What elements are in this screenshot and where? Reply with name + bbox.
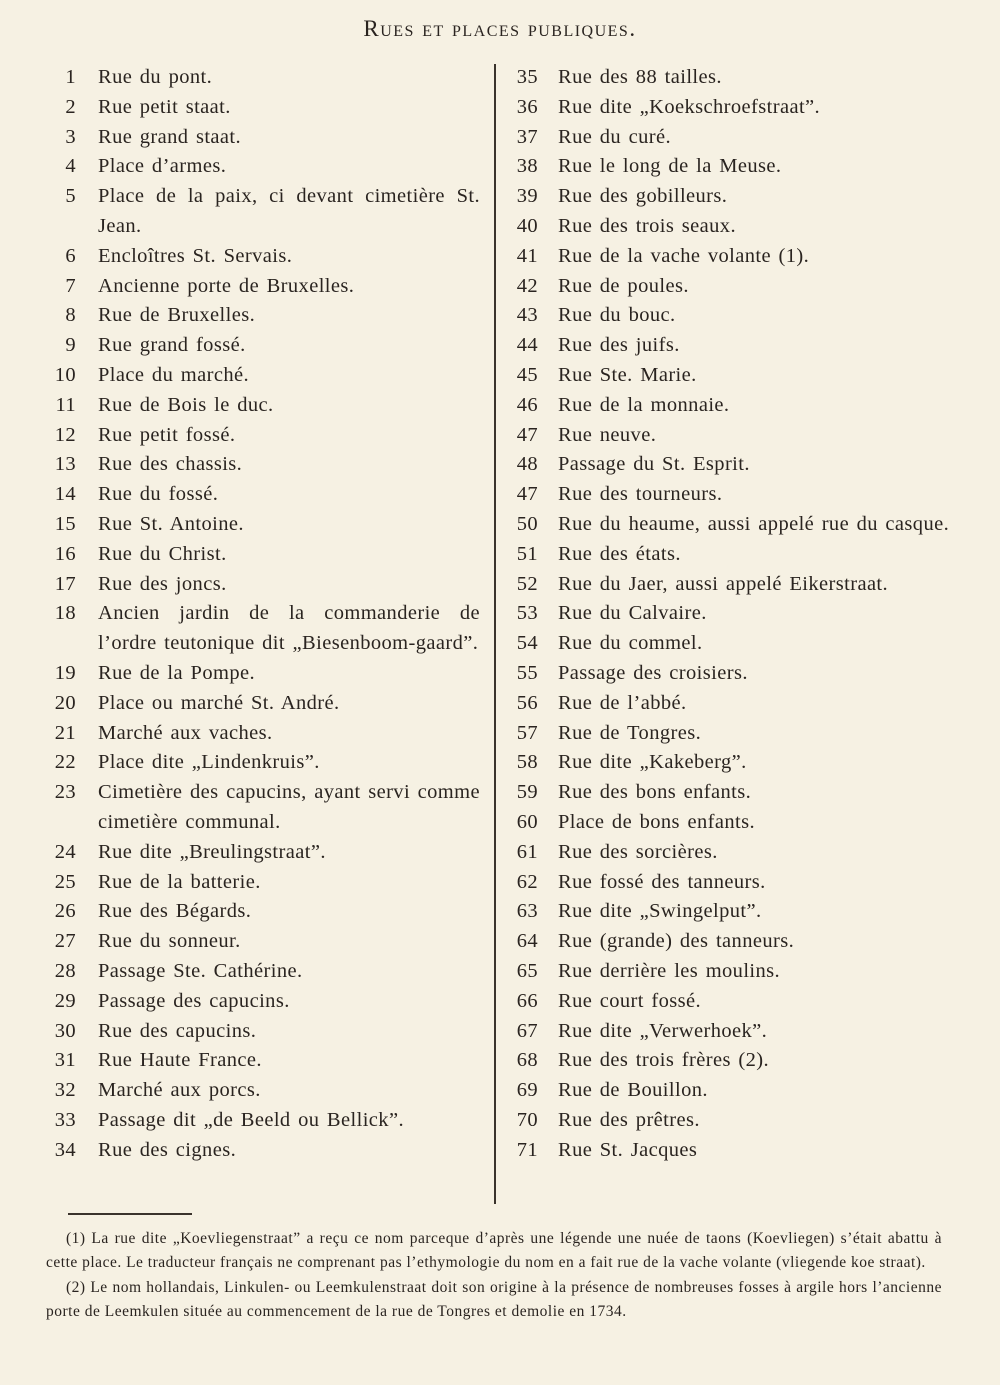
entry-number: 7 — [65, 274, 76, 297]
entry-name: Rue du Calvaire. — [558, 602, 707, 625]
entry-name: Rue des 88 tailles. — [558, 66, 722, 88]
entry-number: 37 — [516, 125, 538, 148]
entry-number: 14 — [54, 483, 76, 506]
street-entry — [40, 361, 480, 391]
entry-number: 57 — [516, 721, 538, 744]
entry-number: 33 — [54, 1108, 76, 1131]
entry-number: 23 — [54, 781, 76, 804]
street-entry — [40, 897, 480, 927]
entry-name: Passage des capucins. — [98, 989, 290, 1012]
entry-name: Rue des joncs. — [98, 572, 227, 595]
entry-name: Rue des prêtres. — [558, 1108, 700, 1131]
entry-number: 25 — [54, 870, 76, 893]
entry-name: Rue des sorcières. — [558, 840, 718, 863]
entry-number: 50 — [516, 512, 538, 535]
street-entry — [40, 242, 480, 272]
entry-name: Rue de Tongres. — [558, 721, 702, 744]
entry-number: 67 — [516, 1019, 538, 1042]
street-entry — [40, 838, 480, 868]
entry-name: Rue dite „Verwerhoek”. — [558, 1019, 768, 1042]
street-entry — [508, 391, 953, 421]
street-entry — [40, 719, 480, 749]
street-entry — [40, 391, 480, 421]
entry-number: 65 — [516, 959, 538, 982]
footnotes — [46, 1227, 942, 1325]
entry-number: 47 — [516, 423, 538, 446]
entry-name: Rue du bouc. — [558, 304, 676, 327]
entry-number: 40 — [516, 214, 538, 237]
street-entry — [508, 152, 953, 182]
street-entry — [508, 719, 953, 749]
entry-name: Ancien jardin de la commanderie de l’ordre teutonique dit „Biesenboom-gaard”. — [98, 602, 480, 655]
entry-number: 1 — [65, 66, 76, 88]
street-entry — [40, 987, 480, 1017]
entry-number: 20 — [54, 691, 76, 714]
entry-name: Marché aux vaches. — [98, 721, 273, 744]
entry-name: Rue de Bruxelles. — [98, 304, 256, 327]
street-entry — [40, 1136, 480, 1166]
street-entry — [40, 1076, 480, 1106]
street-entry — [508, 242, 953, 272]
entry-name: Rue des cignes. — [98, 1138, 237, 1161]
street-entry — [508, 570, 953, 600]
entry-name: Rue des capucins. — [98, 1019, 257, 1042]
street-entry — [508, 838, 953, 868]
street-entry — [508, 1046, 953, 1076]
street-entry — [508, 212, 953, 242]
entry-number: 31 — [54, 1049, 76, 1072]
entry-number: 63 — [516, 900, 538, 923]
street-entry — [40, 301, 480, 331]
entry-number: 71 — [516, 1138, 538, 1161]
entry-name: Rue St. Antoine. — [98, 512, 244, 535]
street-entry — [40, 1017, 480, 1047]
entry-name: Rue derrière les moulins. — [558, 959, 781, 982]
entry-number: 30 — [54, 1019, 76, 1042]
entry-number: 6 — [65, 244, 76, 267]
entry-name: Rue de la Pompe. — [98, 661, 256, 684]
entry-name: Rue petit staat. — [98, 95, 231, 118]
street-entry — [40, 748, 480, 778]
entry-name: Rue de la monnaie. — [558, 393, 730, 416]
street-entry — [508, 808, 953, 838]
street-entry — [40, 272, 480, 302]
entry-number: 11 — [55, 393, 76, 416]
entry-name: Rue de Bouillon. — [558, 1079, 708, 1102]
street-entry — [40, 957, 480, 987]
entry-number: 16 — [54, 542, 76, 565]
street-entry — [40, 1106, 480, 1136]
entry-number: 47 — [516, 483, 538, 506]
entry-name: Rue des gobilleurs. — [558, 185, 728, 208]
street-entry — [40, 510, 480, 540]
entry-name: Place dite „Lindenkruis”. — [98, 751, 320, 774]
entry-number: 32 — [54, 1079, 76, 1102]
entry-number: 58 — [516, 751, 538, 774]
entry-number: 52 — [516, 572, 538, 595]
entry-number: 55 — [516, 661, 538, 684]
entry-number: 38 — [516, 155, 538, 178]
entry-number: 61 — [516, 840, 538, 863]
entry-name: Place d’armes. — [98, 155, 227, 178]
street-entry — [40, 182, 480, 242]
street-entry — [40, 778, 480, 838]
entry-number: 5 — [65, 185, 76, 208]
entry-number: 13 — [54, 453, 76, 476]
entry-name: Passage dit „de Beeld ou Bellick”. — [98, 1108, 404, 1131]
street-entry — [40, 659, 480, 689]
entry-name: Rue du Christ. — [98, 542, 227, 565]
entry-number: 28 — [54, 959, 76, 982]
entry-number: 10 — [54, 363, 76, 386]
street-entry — [508, 63, 953, 93]
entry-number: 24 — [54, 840, 76, 863]
street-entry — [508, 361, 953, 391]
entry-name: Cimetière des capucins, ayant servi comme cimetière communal. — [98, 781, 480, 833]
entry-name: Rue du Jaer, aussi appelé Eikerstraat. — [558, 572, 889, 595]
entry-number: 27 — [54, 930, 76, 953]
street-entry — [40, 570, 480, 600]
entry-number: 19 — [54, 661, 76, 684]
entry-number: 29 — [54, 989, 76, 1012]
entry-name: Rue fossé des tanneurs. — [558, 870, 766, 893]
entry-name: Rue court fossé. — [558, 989, 702, 1012]
entry-name: Rue Haute France. — [98, 1049, 262, 1072]
entry-number: 43 — [516, 304, 538, 327]
street-entry — [508, 659, 953, 689]
entry-number: 15 — [54, 512, 76, 535]
entry-number: 4 — [65, 155, 76, 178]
entry-number: 68 — [516, 1049, 538, 1072]
entry-name: Rue des états. — [558, 542, 681, 565]
entry-name: Rue neuve. — [558, 423, 657, 446]
street-entry — [40, 689, 480, 719]
street-entry — [40, 599, 480, 659]
entry-number: 26 — [54, 900, 76, 923]
street-entry — [40, 480, 480, 510]
entry-name: Rue des juifs. — [558, 334, 680, 357]
entry-number: 59 — [516, 781, 538, 804]
right-column — [508, 63, 953, 1165]
footnote-1: (1) La rue dite „Koevliegenstraat” a reçu ce nom parceque d’après une légende une nuée de taons (Koevliegen) s’était abattu à cette place. Le traducteur français ne comprenant pas l’ethymologie du nom en a fait rue de la vache volante (vliegende koe straat). — [46, 1230, 942, 1271]
entry-name: Rue de la vache volante (1). — [558, 244, 810, 267]
entry-number: 12 — [54, 423, 76, 446]
street-entry — [508, 510, 953, 540]
entry-name: Rue du commel. — [558, 632, 703, 655]
street-entry — [508, 778, 953, 808]
entry-name: Rue des tourneurs. — [558, 483, 723, 506]
entry-name: Encloîtres St. Servais. — [98, 244, 293, 267]
street-entry — [508, 1076, 953, 1106]
street-entry — [40, 927, 480, 957]
entry-name: Passage des croisiers. — [558, 661, 748, 684]
entry-name: Rue de Bois le duc. — [98, 393, 274, 416]
street-entry — [508, 868, 953, 898]
street-entry — [508, 272, 953, 302]
street-entry — [40, 1046, 480, 1076]
entry-name: Rue des trois frères (2). — [558, 1049, 769, 1072]
street-entry — [40, 152, 480, 182]
entry-name: Place ou marché St. André. — [98, 691, 340, 714]
street-entry — [508, 1017, 953, 1047]
street-entry — [508, 182, 953, 212]
entry-name: Rue St. Jacques — [558, 1138, 698, 1161]
street-entry — [40, 93, 480, 123]
street-entry — [508, 987, 953, 1017]
entry-number: 22 — [54, 751, 76, 774]
street-entry — [508, 450, 953, 480]
entry-number: 3 — [65, 125, 76, 148]
entry-number: 69 — [516, 1079, 538, 1102]
street-entry — [508, 1106, 953, 1136]
entry-name: Marché aux porcs. — [98, 1079, 261, 1102]
street-entry — [508, 748, 953, 778]
street-entry — [40, 421, 480, 451]
entry-name: Rue dite „Breulingstraat”. — [98, 840, 326, 863]
entry-name: Rue du pont. — [98, 66, 213, 88]
street-entry — [508, 331, 953, 361]
entry-name: Rue du curé. — [558, 125, 671, 148]
entry-name: Passage du St. Esprit. — [558, 453, 750, 476]
entry-name: Rue de l’abbé. — [558, 691, 687, 714]
street-entry — [508, 927, 953, 957]
entry-name: Rue du sonneur. — [98, 930, 241, 953]
page-title: Rues et places publiques. — [363, 16, 637, 41]
entry-number: 46 — [516, 393, 538, 416]
entry-number: 34 — [54, 1138, 76, 1161]
entry-name: Ancienne porte de Bruxelles. — [98, 274, 355, 297]
entry-number: 54 — [516, 632, 538, 655]
entry-number: 70 — [516, 1108, 538, 1131]
entry-name: Rue de poules. — [558, 274, 689, 297]
street-entry — [508, 1136, 953, 1166]
street-entry — [508, 540, 953, 570]
entry-number: 35 — [516, 66, 538, 88]
entry-name: Rue de la batterie. — [98, 870, 261, 893]
entry-name: Rue (grande) des tanneurs. — [558, 930, 795, 953]
entry-number: 17 — [54, 572, 76, 595]
street-entry — [40, 63, 480, 93]
street-entry — [508, 897, 953, 927]
entry-name: Rue grand staat. — [98, 125, 242, 148]
entry-name: Rue du fossé. — [98, 483, 219, 506]
street-entry — [40, 331, 480, 361]
entry-name: Rue des trois seaux. — [558, 214, 736, 237]
entry-number: 62 — [516, 870, 538, 893]
street-entry — [40, 450, 480, 480]
entry-number: 48 — [516, 453, 538, 476]
entry-number: 8 — [65, 304, 76, 327]
footnote-2: (2) Le nom hollandais, Linkulen- ou Leemkulenstraat doit son origine à la présence de nombreuses fosses à argile hors l’ancienne porte de Leemkulen située au commencement de la rue de Tongres et demolie en 1734. — [46, 1279, 942, 1320]
entry-name: Rue petit fossé. — [98, 423, 236, 446]
entry-name: Rue le long de la Meuse. — [558, 155, 782, 178]
entry-number: 53 — [516, 602, 538, 625]
entry-number: 2 — [65, 95, 76, 118]
entry-number: 18 — [54, 602, 76, 625]
entry-name: Place de bons enfants. — [558, 810, 755, 833]
entry-number: 45 — [516, 363, 538, 386]
entry-number: 39 — [516, 185, 538, 208]
entry-name: Rue dite „Koekschroefstraat”. — [558, 95, 821, 118]
entry-name: Place de la paix, ci devant cimetière St. Jean. — [98, 185, 480, 237]
entry-name: Rue grand fossé. — [98, 334, 246, 357]
entry-name: Rue des Bégards. — [98, 900, 252, 923]
entry-number: 36 — [516, 95, 538, 118]
footnote-rule — [68, 1213, 192, 1215]
entry-name: Place du marché. — [98, 363, 249, 386]
entry-name: Rue dite „Kakeberg”. — [558, 751, 747, 774]
entry-number: 21 — [54, 721, 76, 744]
entry-name: Rue des bons enfants. — [558, 781, 752, 804]
entry-number: 51 — [516, 542, 538, 565]
street-entry — [40, 540, 480, 570]
entry-name: Rue dite „Swingelput”. — [558, 900, 762, 923]
entry-number: 9 — [65, 334, 76, 357]
entry-number: 56 — [516, 691, 538, 714]
left-column — [40, 63, 480, 1165]
entry-number: 66 — [516, 989, 538, 1012]
street-entry — [508, 480, 953, 510]
street-entry — [508, 689, 953, 719]
entry-name: Rue du heaume, aussi appelé rue du casque. — [558, 512, 950, 535]
street-entry — [508, 123, 953, 153]
entry-name: Rue Ste. Marie. — [558, 363, 697, 386]
street-entry — [508, 599, 953, 629]
entry-name: Rue des chassis. — [98, 453, 243, 476]
entry-name: Passage Ste. Cathérine. — [98, 959, 303, 982]
street-entry — [508, 93, 953, 123]
entry-number: 64 — [516, 930, 538, 953]
street-entry — [508, 421, 953, 451]
street-entry — [40, 123, 480, 153]
column-divider — [494, 64, 496, 1204]
street-entry — [508, 629, 953, 659]
entry-number: 41 — [516, 244, 538, 267]
entry-number: 42 — [516, 274, 538, 297]
entry-number: 60 — [516, 810, 538, 833]
street-entry — [508, 301, 953, 331]
entry-number: 44 — [516, 334, 538, 357]
street-entry — [40, 868, 480, 898]
street-entry — [508, 957, 953, 987]
